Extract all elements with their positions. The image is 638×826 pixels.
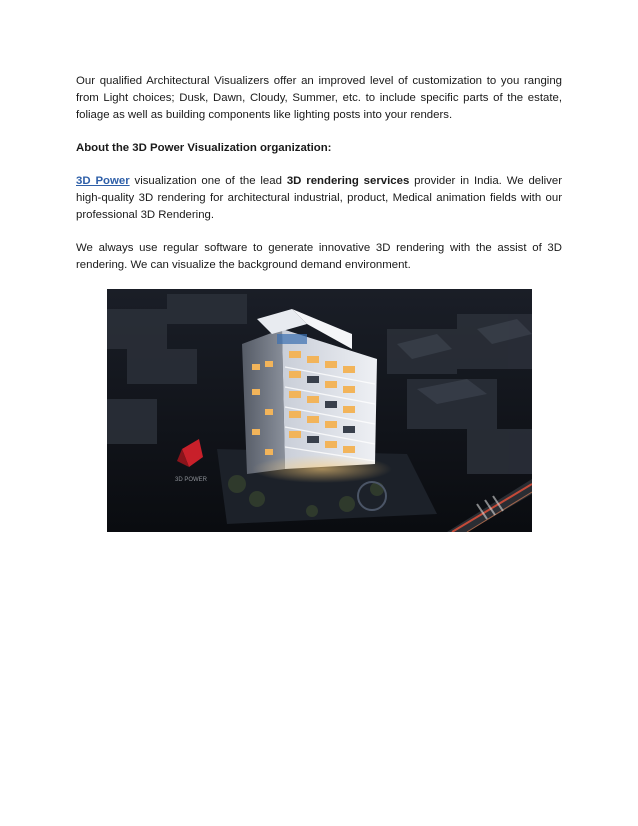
building-shaded-facade [242, 329, 285, 474]
company-text-b: provider in India. We deliver high-quality 3D rendering for architectural industrial, product, Medical animation fields with our professional 3D Rendering. [76, 175, 563, 221]
services-bold-text: 3D rendering services [286, 175, 410, 187]
logo-text: 3D POWER [175, 477, 208, 483]
document-body [76, 73, 562, 274]
building-rendering-image [107, 289, 532, 532]
company-text-a: visualization one of the lead [129, 175, 287, 187]
section-heading: About the 3D Power Visualization organization: [76, 142, 332, 154]
intro-paragraph: Our qualified Architectural Visualizers offer an improved level of customization to you ranging from Light choices; Dusk, Dawn, Cloudy, Summer, etc. to include specific parts of the estate, foliage as well as building components like lighting posts into your renders. [76, 75, 562, 121]
night-building-illustration [107, 289, 532, 532]
3d-power-link[interactable]: 3D Power [76, 175, 130, 187]
software-paragraph: We always use regular software to generate innovative 3D rendering with the assist of 3D rendering. We can visualize the background demand environment. [76, 242, 562, 271]
company-paragraph [76, 173, 562, 224]
